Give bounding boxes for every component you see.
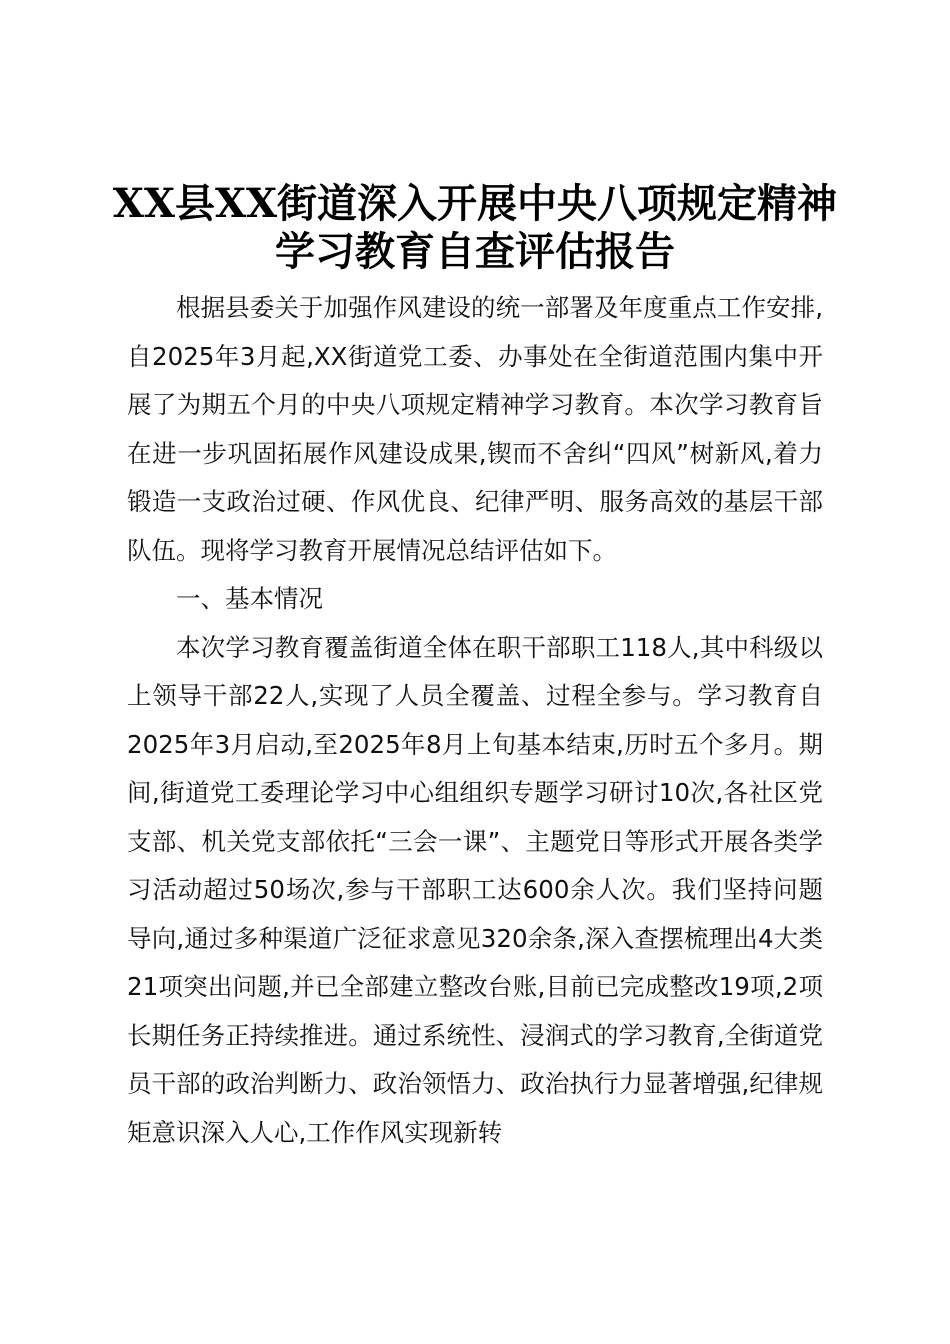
document-body (127, 284, 823, 1157)
section-heading-basic-situation: 一、基本情况 (176, 584, 323, 613)
intro-paragraph: 根据县委关于加强作风建设的统一部署及年度重点工作安排,自2025年3月起,XX街道党工委、办事处在全街道范围内集中开展了为期五个月的中央八项规定精神学习教育。本次学习教育旨在进一步巩固拓展作风建设成果,锲而不舍纠“四风”树新风,着力锻造一支政治过硬、作风优良、纪律严明、服务高效的基层干部队伍。现将学习教育开展情况总结评估如下。 (127, 293, 823, 565)
basic-situation-paragraph: 本次学习教育覆盖街道全体在职干部职工118人,其中科级以上领导干部22人,实现了人员全覆盖、过程全参与。学习教育自2025年3月启动,至2025年8月上旬基本结束,历时五个多月。期间,街道党工委理论学习中心组组织专题学习研讨10次,各社区党支部、机关党支部依托“三会一课”、主题党日等形式开展各类学习活动超过50场次,参与干部职工达600余人次。我们坚持问题导向,通过多种渠道广泛征求意见320余条,深入查摆梳理出4大类21项突出问题,并已全部建立整改台账,目前已完成整改19项,2项长期任务正持续推进。通过系统性、浸润式的学习教育,全街道党员干部的政治判断力、政治领悟力、政治执行力显著增强,纪律规矩意识深入人心,工作作风实现新转 (127, 632, 823, 1147)
document-title: XX县XX街道深入开展中央八项规定精神学习教育自查评估报告 (112, 180, 838, 275)
